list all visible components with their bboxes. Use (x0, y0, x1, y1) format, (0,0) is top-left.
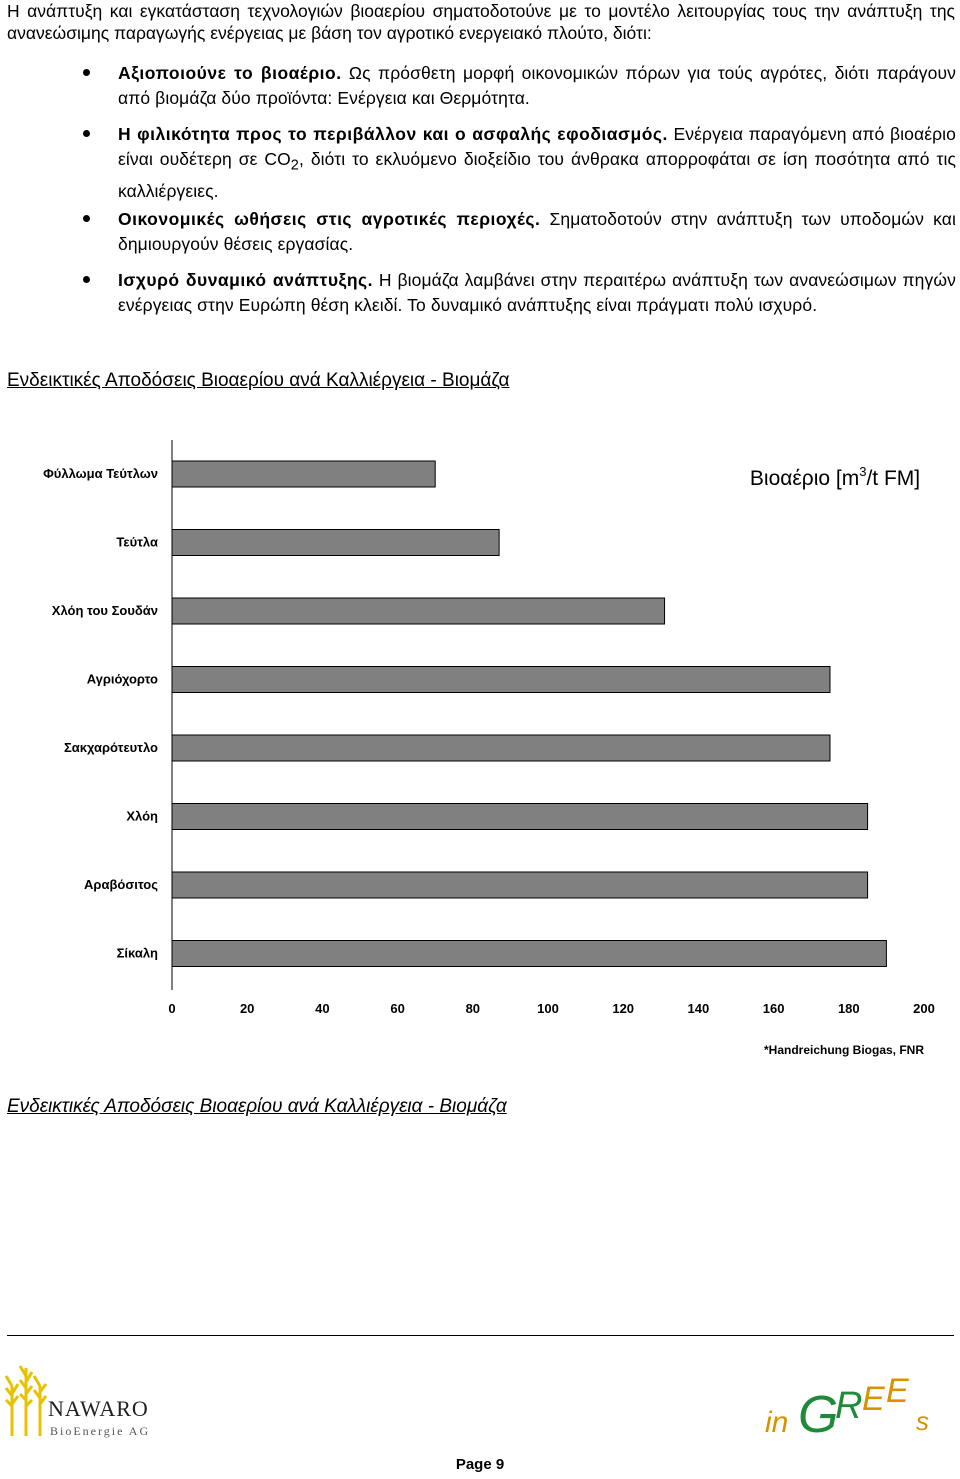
x-tick-label: 120 (612, 1001, 635, 1016)
chart-title-suffix: /t FM] (866, 467, 921, 490)
svg-text:R: R (835, 1385, 863, 1427)
category-label: Αγριόχορτο (86, 671, 158, 687)
nawaro-logo (4, 1356, 174, 1446)
chart-title-prefix: Βιοαέριο [m (749, 467, 860, 490)
bullet-dot (83, 215, 90, 222)
ingrees-logo (760, 1370, 960, 1445)
ingrees-logo-art (765, 1372, 929, 1444)
wheat-icon (6, 1366, 46, 1436)
category-label: Τεύτλα (116, 534, 158, 550)
x-tick-label: 0 (168, 1001, 176, 1016)
footer-divider (7, 1335, 954, 1336)
bullet-heading: Αξιοποιούνε το βιοαέριο. (118, 63, 342, 83)
logo-subtitle: BioEnergie AG (50, 1424, 151, 1438)
bar (172, 667, 830, 693)
source-note: *Handreichung Biogas, FNR (763, 1043, 924, 1057)
category-label: Σίκαλη (116, 945, 158, 961)
chart-title-sup: 3 (859, 464, 867, 479)
bullet-body: Σηματοδοτούν στην ανάπτυξη των υποδομών και δημιουργούν θέσεις εργασίας. (118, 209, 956, 254)
category-label: Χλόη (126, 808, 158, 824)
bar (172, 804, 868, 830)
page-number: Page 9 (455, 1456, 505, 1473)
bullet-body: Ενέργεια παραγόμενη από βιοαέριο είναι ουδέτερη σε CO (118, 124, 956, 169)
category-label: Σακχαρότευτλο (63, 740, 158, 755)
bullet-heading: Η φιλικότητα προς το περιβάλλον και ο ασφαλής εφοδιασμός. (118, 124, 668, 144)
x-tick-label: 140 (687, 1001, 710, 1016)
x-tick-label: 60 (390, 1001, 405, 1016)
subscript: 2 (290, 157, 300, 174)
bullet-body: Η βιομάζα λαμβάνει στην περαιτέρω ανάπτυξη των ανανεώσιμων πηγών ενέργειας στην Ευρώπη θέση κλειδί. Το δυναμικό ανάπτυξης είναι πράγματι πολύ ισχυρό. (118, 270, 956, 315)
x-tick-label: 200 (913, 1001, 935, 1016)
biogas-yield-bar-chart (0, 430, 960, 1030)
x-tick-label: 160 (762, 1001, 785, 1016)
bar (172, 530, 499, 556)
bar (172, 461, 435, 487)
section-title: Ενδεικτικές Αποδόσεις Βιοαερίου ανά Καλλιέργεια - Βιομάζα (7, 1096, 507, 1117)
category-label: Φύλλωμα Τεύτλων (43, 466, 158, 481)
bullet-body: , διότι το εκλυόμενο διοξείδιο του άνθρακα απορροφάται σε ίση ποσότητα από τις καλλιέργειες. (118, 149, 956, 201)
svg-text:E: E (862, 1380, 885, 1418)
bar (172, 872, 868, 898)
svg-text:E: E (886, 1372, 909, 1410)
logo-wordmark: NAWARO (48, 1396, 149, 1421)
category-label: Αραβόσιτος (84, 877, 158, 892)
svg-text:s: s (916, 1406, 929, 1436)
bullet-body: Ως πρόσθετη μορφή οικονομικών πόρων για τούς αγρότες, διότι παράγουν από βιομάζα δύο προϊόντα: Ενέργεια και Θερμότητα. (118, 63, 956, 108)
x-tick-label: 20 (239, 1001, 255, 1016)
bullet-dot (83, 130, 90, 137)
section-title: Ενδεικτικές Αποδόσεις Βιοαερίου ανά Καλλιέργεια - Βιομάζα (7, 370, 510, 391)
bullet-heading: Οικονομικές ωθήσεις στις αγροτικές περιοχές. (118, 209, 541, 229)
x-tick-label: 180 (837, 1001, 860, 1016)
x-tick-label: 80 (465, 1001, 481, 1016)
bar (172, 941, 886, 967)
bar (172, 735, 830, 761)
category-label: Χλόη του Σουδάν (51, 603, 158, 618)
svg-text:in: in (765, 1406, 789, 1439)
bullet-dot (83, 69, 90, 76)
chart-title (750, 464, 920, 490)
bullet-dot (83, 276, 90, 283)
bar (172, 598, 665, 624)
svg-text:G: G (798, 1386, 839, 1444)
x-tick-label: 100 (537, 1001, 559, 1016)
intro-paragraph: Η ανάπτυξη και εγκατάσταση τεχνολογιών βιοαερίου σηματοδοτούνε με το μοντέλο λειτουργίας τους την ανάπτυξη της ανανεώσιμης παραγωγής ενέργειας με βάση τον αγροτικό ενεργειακό πλούτο, διότι: (7, 1, 955, 43)
bullet-heading: Ισχυρό δυναμικό ανάπτυξης. (118, 270, 373, 290)
x-tick-label: 40 (315, 1001, 330, 1016)
